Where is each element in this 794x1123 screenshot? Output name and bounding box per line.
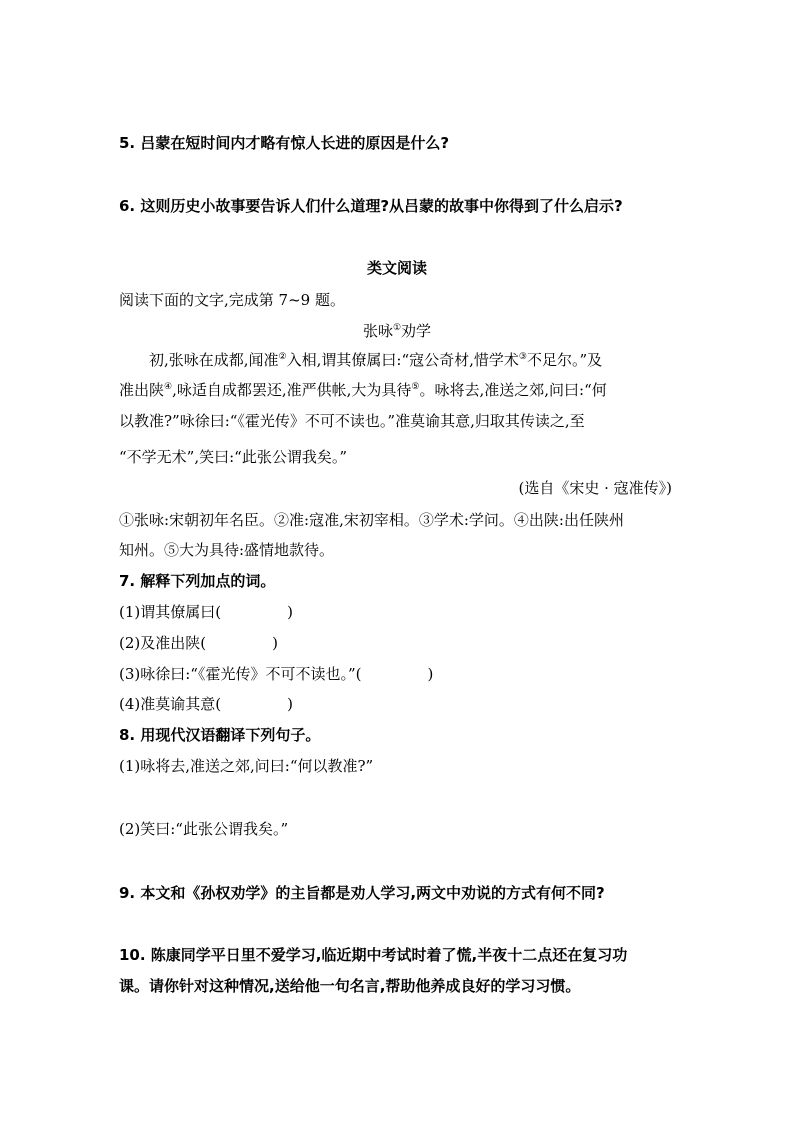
question-10-line-1: 10. 陈康同学平日里不爱学习,临近期中考试时着了慌,半夜十二点还在复习功: [119, 946, 628, 964]
footnote-mark: ③: [518, 352, 527, 362]
passage-text: 。咏将去,准送之郊,问曰:“何: [419, 381, 607, 399]
item-close: ): [272, 634, 278, 652]
question-5: 5. 吕蒙在短时间内才略有惊人长进的原因是什么?: [119, 134, 450, 152]
passage-title-b: 劝学: [401, 322, 432, 340]
question-7-item-2: [119, 633, 278, 653]
passage-line-4: “不学无术”,笑曰:“此张公谓我矣。”: [119, 448, 347, 466]
footnote-mark: ②: [278, 352, 287, 362]
question-8-title: 8. 用现代汉语翻译下列句子。: [119, 726, 321, 744]
passage-title: [0, 321, 794, 341]
footnote-mark: ⑤: [411, 382, 420, 392]
item-text: (3)咏徐曰:“《霍光传》不可不读也。”(: [119, 665, 362, 683]
passage-line-3: 以教准?”咏徐曰:“《霍光传》不可不读也。”准莫谕其意,归取其传读之,至: [119, 412, 585, 430]
question-8-item-1: (1)咏将去,准送之郊,问曰:“何以教准?”: [119, 757, 374, 775]
question-7-item-1: [119, 602, 293, 622]
question-8-item-2: (2)笑曰:“此张公谓我矣。”: [119, 820, 289, 838]
item-text: (1)谓其僚属曰(: [119, 603, 222, 621]
question-7-item-4: [119, 694, 293, 714]
footnote-mark: ①: [392, 323, 402, 333]
item-close: ): [287, 695, 293, 713]
instruction: 阅读下面的文字,完成第 7~9 题。: [119, 291, 345, 309]
passage-text: 初,张咏在成都,闻准: [149, 351, 279, 369]
item-text: (2)及准出陕(: [119, 634, 207, 652]
passage-text: ,咏适自成都罢还,准严供帐,大为具待: [172, 381, 412, 399]
passage-title-a: 张咏: [362, 322, 393, 340]
question-6: 6. 这则历史小故事要告诉人们什么道理?从吕蒙的故事中你得到了什么启示?: [119, 197, 623, 215]
notes-line-1: ①张咏:宋朝初年名臣。②准:寇准,宋初宰相。③学术:学问。④出陕:出任陕州: [119, 511, 624, 529]
notes-line-2: 知州。⑤大为具待:盛情地款待。: [119, 541, 335, 559]
question-9: 9. 本文和《孙权劝学》的主旨都是劝人学习,两文中劝说的方式有何不同?: [119, 884, 605, 902]
item-close: ): [427, 665, 434, 683]
question-7-item-3: [119, 664, 433, 684]
footnote-mark: ④: [164, 382, 173, 392]
item-close: ): [287, 603, 293, 621]
section-title: 类文阅读: [366, 259, 427, 277]
passage-text: 准出陕: [119, 381, 165, 399]
passage-line-1: [149, 350, 602, 370]
question-7-title: 7. 解释下列加点的词。: [119, 572, 276, 590]
passage-line-2: [119, 380, 607, 400]
passage-text: 入相,谓其僚属曰:“寇公奇材,惜学术: [286, 351, 519, 369]
item-text: (4)准莫谕其意(: [119, 695, 222, 713]
question-10-line-2: 课。请你针对这种情况,送给他一句名言,帮助他养成良好的学习习惯。: [119, 977, 581, 995]
source-citation: (选自《宋史 · 寇准传》): [518, 479, 672, 497]
passage-text: 不足尔。”及: [526, 351, 603, 369]
